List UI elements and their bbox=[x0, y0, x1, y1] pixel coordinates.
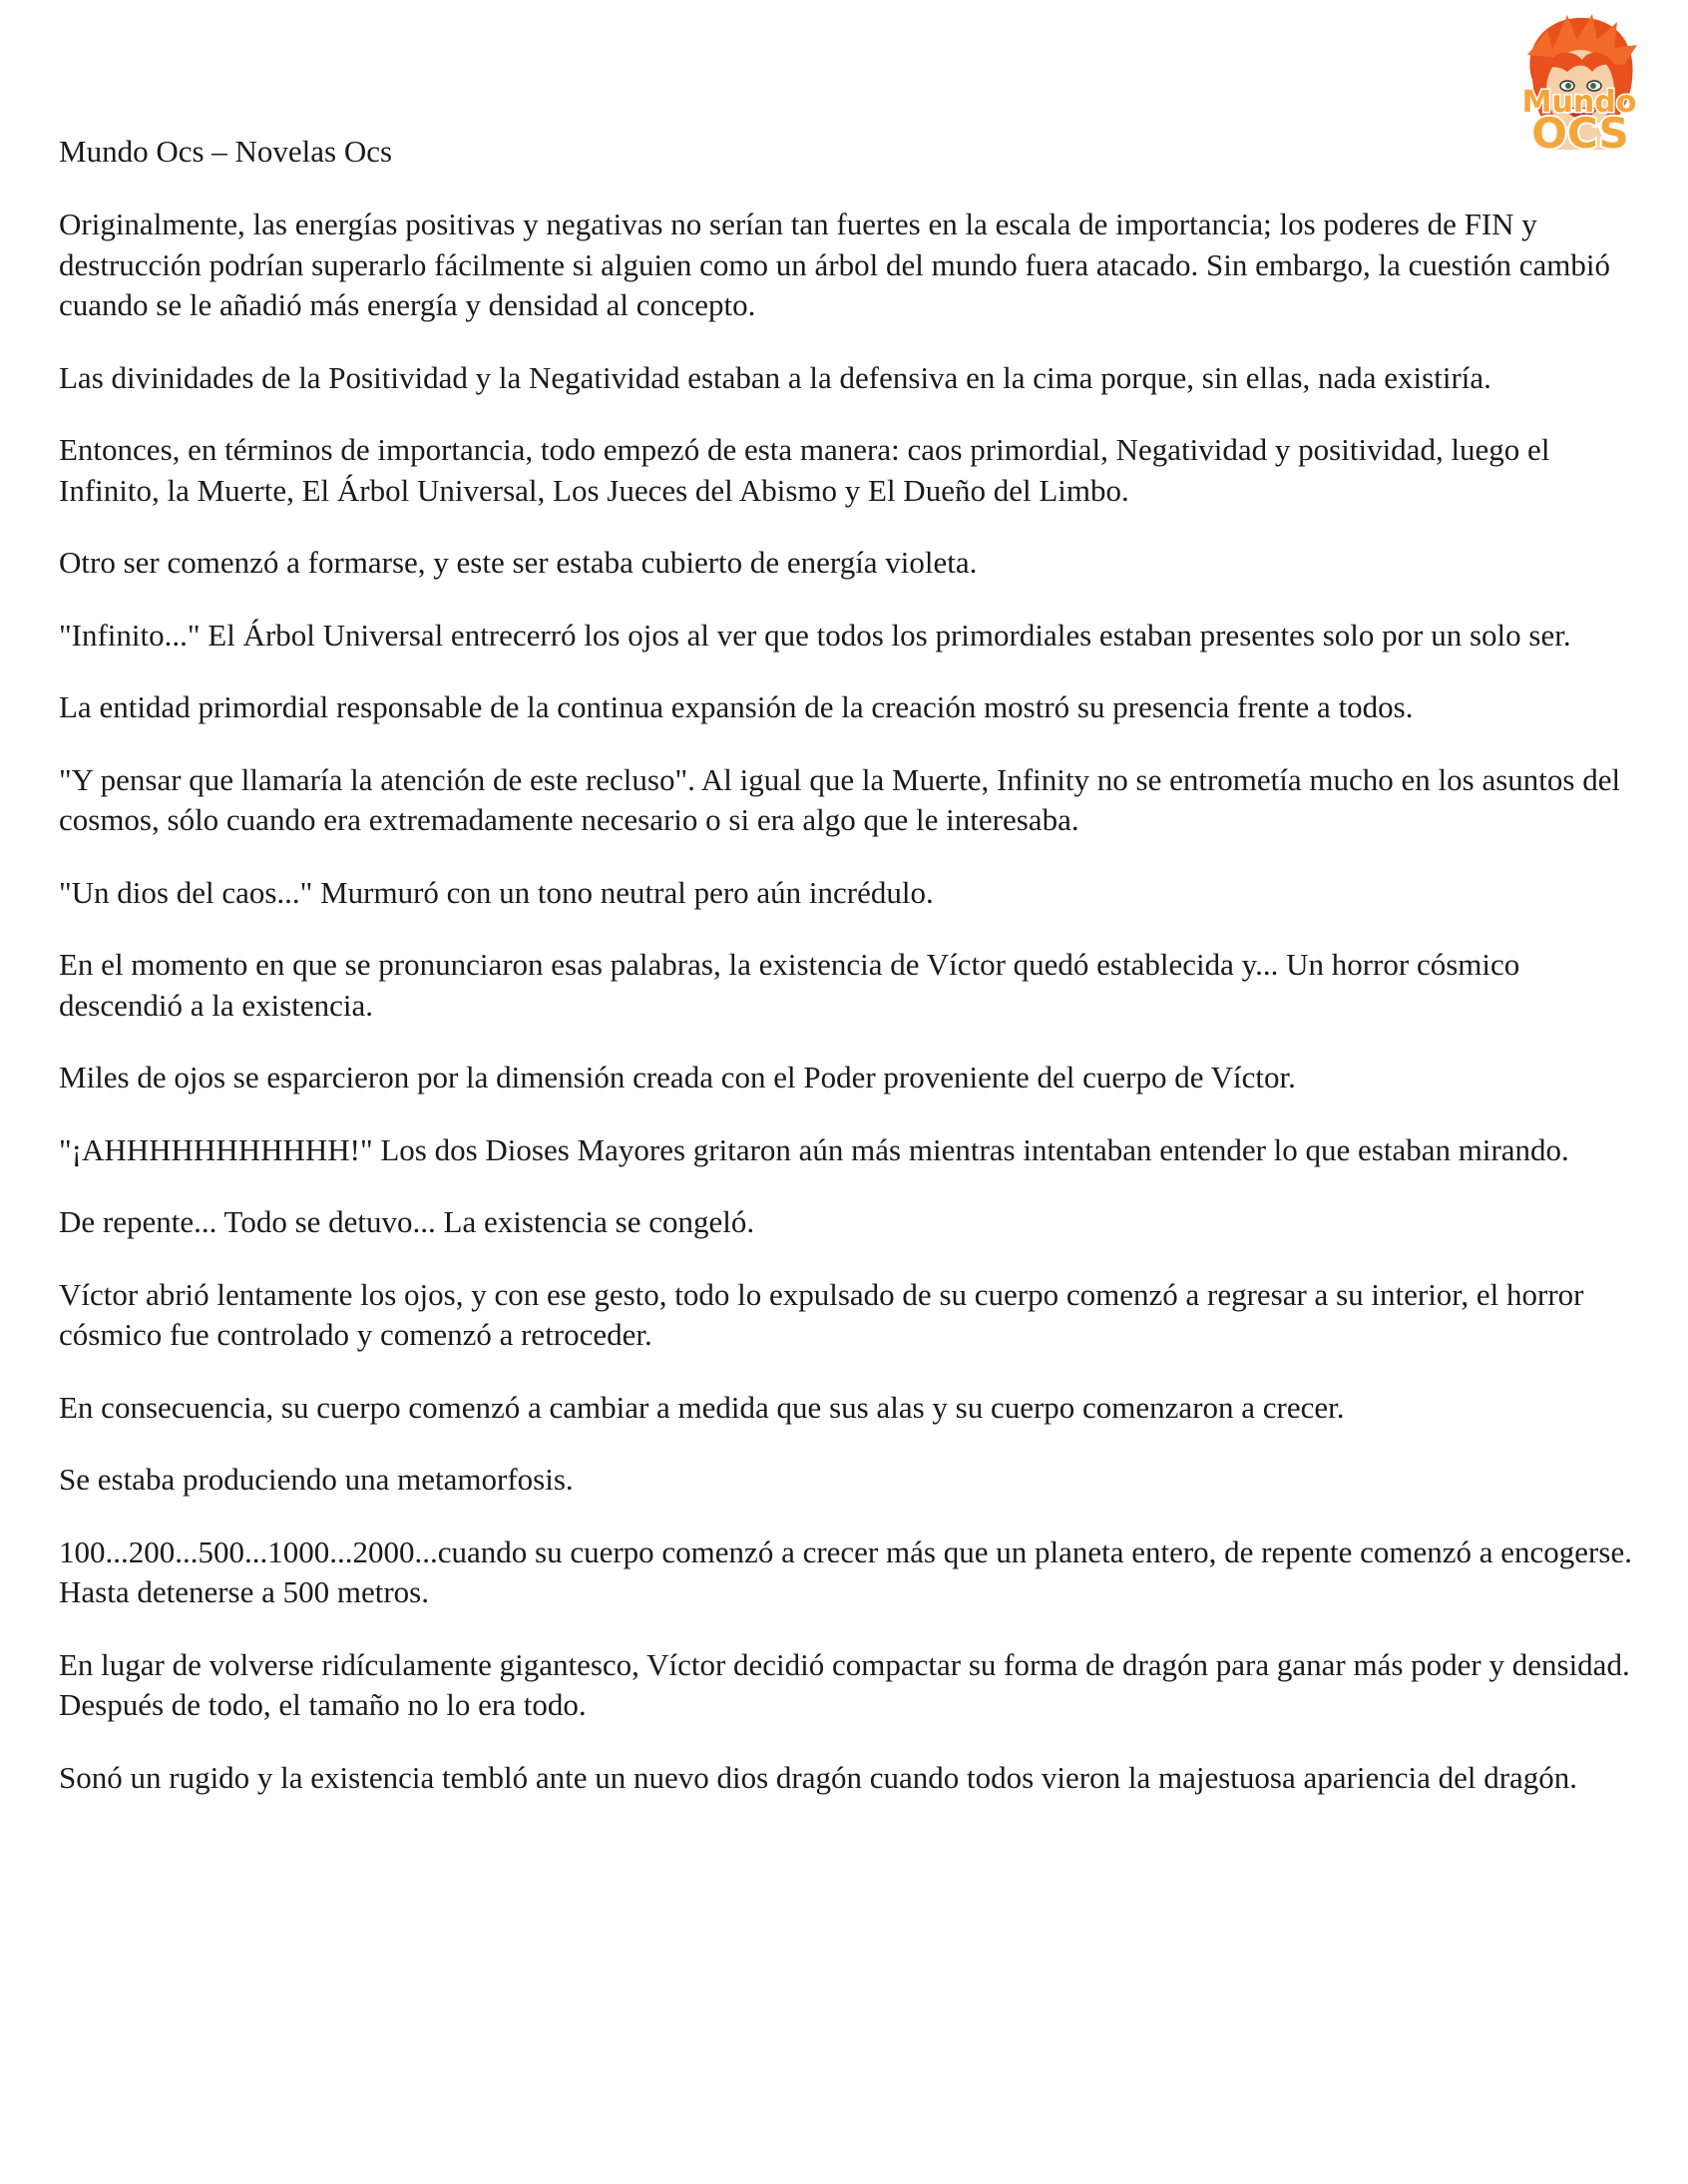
paragraph: Se estaba produciendo una metamorfosis. bbox=[59, 1462, 574, 1497]
paragraph: En el momento en que se pronunciaron esas palabras, la existencia de Víctor quedó establecida y... Un horror cósmico descendió a la existencia. bbox=[59, 947, 1520, 1023]
paragraph: En lugar de volverse ridículamente gigantesco, Víctor decidió compactar su forma de dragón para ganar más poder y densidad. Después de todo, el tamaño no lo era todo. bbox=[59, 1646, 1630, 1722]
paragraph: La entidad primordial responsable de la continua expansión de la creación mostró su presencia frente a todos. bbox=[59, 689, 1414, 724]
paragraph: Las divinidades de la Positividad y la Negatividad estaban a la defensiva en la cima porque, sin ellas, nada existiría. bbox=[59, 359, 1491, 395]
logo-text-ocs: OCS bbox=[1531, 109, 1629, 158]
document-body bbox=[59, 205, 1645, 1830]
paragraph: En consecuencia, su cuerpo comenzó a cambiar a medida que sus alas y su cuerpo comenzaron a crecer. bbox=[59, 1389, 1345, 1425]
paragraph: Originalmente, las energías positivas y negativas no serían tan fuertes en la escala de importancia; los poderes de FIN y destrucción podrían superarlo fácilmente si alguien como un árbol del mundo fuera atacado. Sin embargo, la cuestión cambió cuando se le añadió más energía y densidad al concepto. bbox=[59, 207, 1610, 322]
paragraph: De repente... Todo se detuvo... La existencia se congeló. bbox=[59, 1204, 755, 1239]
paragraph: "Y pensar que llamaría la atención de este recluso". Al igual que la Muerte, Infinity no se entrometía mucho en los asuntos del cosmos, sólo cuando era extremadamente necesario o si era algo que le interesaba. bbox=[59, 761, 1621, 837]
document-header: Mundo Ocs – Novelas Ocs bbox=[59, 134, 393, 169]
paragraph: "Infinito..." El Árbol Universal entrecerró los ojos al ver que todos los primordiales estaban presentes solo por un solo ser. bbox=[59, 617, 1571, 653]
logo-text-mundo: Mundo bbox=[1521, 85, 1637, 120]
paragraph: Víctor abrió lentamente los ojos, y con ese gesto, todo lo expulsado de su cuerpo comenzó a regresar a su interior, el horror cósmico fue controlado y comenzó a retroceder. bbox=[59, 1276, 1584, 1352]
paragraph: 100...200...500...1000...2000...cuando su cuerpo comenzó a crecer más que un planeta entero, de repente comenzó a encogerse. Hasta detenerse a 500 metros. bbox=[59, 1533, 1632, 1609]
paragraph: Entonces, en términos de importancia, todo empezó de esta manera: caos primordial, Negatividad y positividad, luego el Infinito, la Muerte, El Árbol Universal, Los Jueces del Abismo y El Dueño del Limbo. bbox=[59, 432, 1550, 508]
paragraph: Miles de ojos se esparcieron por la dimensión creada con el Poder proveniente del cuerpo de Víctor. bbox=[59, 1060, 1296, 1094]
mundo-ocs-logo bbox=[1492, 10, 1666, 184]
paragraph: Otro ser comenzó a formarse, y este ser estaba cubierto de energía violeta. bbox=[59, 545, 978, 580]
paragraph: "Un dios del caos..." Murmuró con un tono neutral pero aún incrédulo. bbox=[59, 874, 934, 910]
paragraph: Sonó un rugido y la existencia tembló ante un nuevo dios dragón cuando todos vieron la majestuosa apariencia del dragón. bbox=[59, 1759, 1578, 1795]
paragraph: "¡AHHHHHHHHHHH!" Los dos Dioses Mayores gritaron aún más mientras intentaban entender lo que estaban mirando. bbox=[59, 1131, 1569, 1167]
